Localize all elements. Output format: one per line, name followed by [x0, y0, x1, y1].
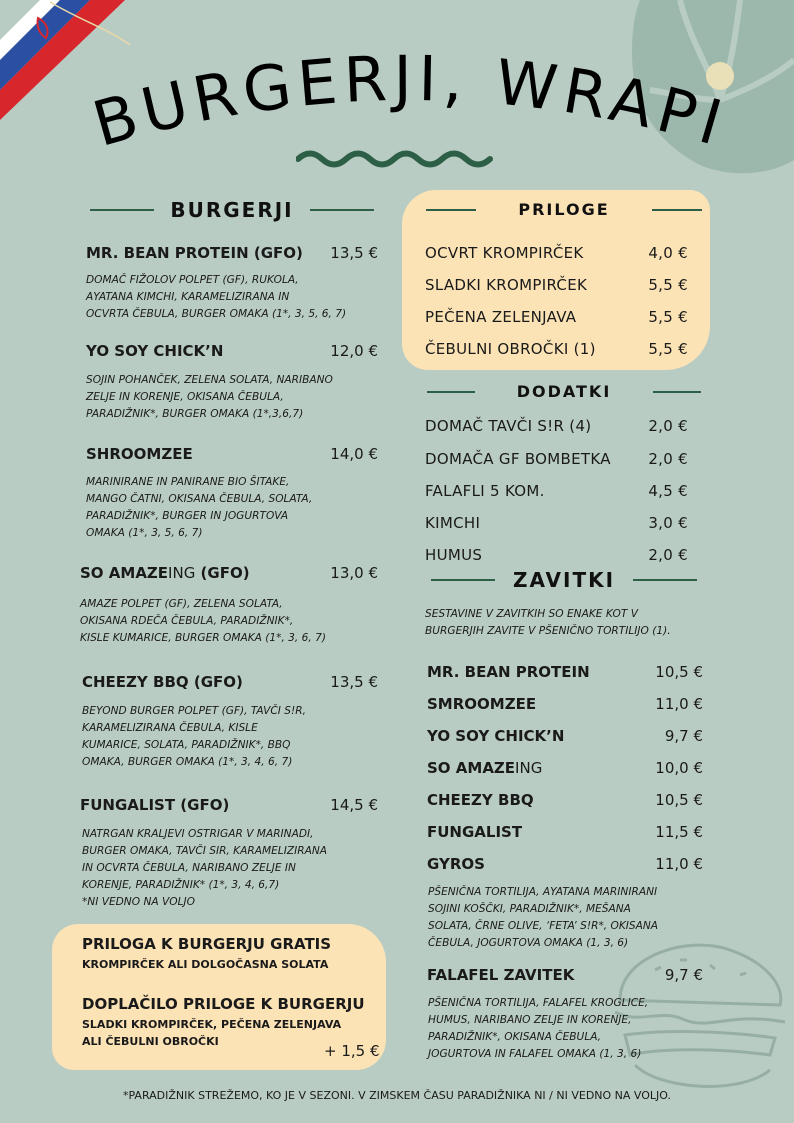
desc-line: AMAZE POLPET (GF), ZELENA SOLATA, — [80, 598, 283, 610]
side-item — [425, 340, 688, 358]
falafel-description — [428, 995, 648, 1063]
item-price: 13,0 € — [330, 564, 378, 582]
item-name: GYROS — [427, 855, 485, 873]
item-description — [86, 372, 333, 423]
desc-line: KUMARICE, SOLATA, PARADIŽNIK*, BBQ — [82, 739, 291, 751]
item-price: 13,5 € — [330, 673, 378, 691]
item-description — [86, 272, 346, 323]
footer-note: *PARADIŽNIK STREŽEMO, KO JE V SEZONI. V ZIMSKEM ČASU PARADIŽNIKA NI / NI VEDNO NA VOLJO. — [123, 1089, 671, 1102]
extras-paid-sub: ALI ČEBULNI OBROČKI — [82, 1035, 219, 1048]
desc-line: NATRGAN KRALJEVI OSTRIGAR V MARINADI, — [82, 828, 314, 840]
desc-line: PŠENIČNA TORTILIJA, FALAFEL KROGLICE, — [428, 997, 649, 1009]
item-name: CHEEZY BBQ — [427, 791, 534, 809]
dodatki-heading-text: DODATKI — [516, 382, 612, 401]
side-name: OCVRT KROMPIRČEK — [425, 244, 584, 262]
priloge-heading — [426, 200, 702, 219]
desc-line: OCVRTA ČEBULA, BURGER OMAKA (1*, 3, 5, 6, 7) — [86, 308, 347, 320]
extras-free-sub: KROMPIRČEK ALI DOLGOČASNA SOLATA — [82, 958, 329, 971]
priloge-heading-text: PRILOGE — [518, 200, 610, 219]
item-price: 10,0 € — [655, 759, 703, 777]
side-price: 5,5 € — [648, 340, 688, 358]
desc-line: MANGO ČATNI, OKISANA ČEBULA, SOLATA, — [86, 493, 313, 505]
desc-line: SOJIN POHANČEK, ZELENA SOLATA, NARIBANO — [86, 374, 333, 386]
desc-line: KISLE KUMARICE, BURGER OMAKA (1*, 3, 6, 7) — [80, 632, 326, 644]
side-name: DOMAČ TAVČI S!R (4) — [425, 417, 592, 435]
item-name: YO SOY CHICK’N — [427, 727, 565, 745]
item-name: SHROOMZEE — [86, 445, 193, 463]
side-name: FALAFLI 5 KOM. — [425, 482, 545, 500]
side-price: 2,0 € — [648, 450, 688, 468]
item-price: 11,0 € — [655, 855, 703, 873]
item-name: FALAFEL ZAVITEK — [427, 966, 575, 984]
desc-line: SOJINI KOŠČKI, PARADIŽNIK*, MEŠANA — [428, 903, 631, 915]
item-description — [80, 596, 326, 647]
side-item — [425, 482, 688, 500]
item-name-bold: SO AMAZE — [80, 564, 169, 582]
item-name-normal: ING — [515, 759, 543, 777]
desc-line: OMAKA (1*, 3, 5, 6, 7) — [86, 527, 203, 539]
side-item — [425, 417, 688, 435]
desc-line: PARADIŽNIK*, BURGER IN JOGURTOVA — [86, 510, 289, 522]
item-price: 9,7 € — [664, 966, 703, 984]
menu-item — [82, 673, 378, 691]
item-description — [82, 703, 306, 771]
item-name: MR. BEAN PROTEIN (GFO) — [86, 244, 303, 262]
burgerji-heading-text: BURGERJI — [170, 198, 294, 222]
item-name — [80, 564, 250, 582]
desc-line: BURGERJIH ZAVITE V PŠENIČNO TORTILIJO (1). — [425, 625, 671, 637]
heading-rule — [431, 579, 495, 581]
side-price: 2,0 € — [648, 417, 688, 435]
wrap-item — [427, 823, 703, 841]
extras-free-title: PRILOGA K BURGERJU GRATIS — [82, 935, 332, 953]
wrap-item — [427, 695, 703, 713]
page-title-text: BURGERJI, WRAPI — [85, 41, 736, 162]
item-price: 9,7 € — [664, 727, 703, 745]
side-item — [425, 276, 688, 294]
side-name: PEČENA ZELENJAVA — [425, 308, 577, 326]
heading-rule — [310, 209, 374, 211]
item-price: 12,0 € — [330, 342, 378, 360]
desc-line: PARADIŽNIK*, BURGER OMAKA (1*,3,6,7) — [86, 408, 304, 420]
desc-line: HUMUS, NARIBANO ZELJE IN KORENJE, — [428, 1014, 632, 1026]
heading-rule — [90, 209, 154, 211]
side-name: KIMCHI — [425, 514, 481, 532]
side-name: SLADKI KROMPIRČEK — [425, 276, 588, 294]
desc-line: BEYOND BURGER POLPET (GF), TAVČI S!R, — [82, 705, 306, 717]
side-price: 2,0 € — [648, 546, 688, 564]
item-name: CHEEZY BBQ (GFO) — [82, 673, 243, 691]
item-name: YO SOY CHICK’N — [86, 342, 224, 360]
heading-rule — [652, 209, 702, 211]
item-price: 11,5 € — [655, 823, 703, 841]
desc-line: SOLATA, ČRNE OLIVE, ‘FETA’ S!R*, OKISANA — [428, 920, 659, 932]
zavitki-heading — [426, 568, 702, 592]
item-name: MR. BEAN PROTEIN — [427, 663, 590, 681]
wrap-item — [427, 663, 703, 681]
wrap-item — [427, 855, 703, 873]
item-description — [86, 474, 312, 542]
desc-line: PŠENIČNA TORTILIJA, AYATANA MARINIRANI — [428, 886, 658, 898]
wavy-divider — [296, 148, 498, 170]
side-price: 5,5 € — [648, 308, 688, 326]
menu-item — [86, 342, 378, 360]
item-price: 14,0 € — [330, 445, 378, 463]
heading-rule — [426, 209, 476, 211]
desc-line: ČEBULA, JOGURTOVA OMAKA (1, 3, 6) — [428, 937, 629, 949]
desc-line: DOMAČ FIŽOLOV POLPET (GF), RUKOLA, — [86, 274, 299, 286]
wrap-item — [427, 759, 703, 777]
extras-paid-title: DOPLAČILO PRILOGE K BURGERJU — [82, 995, 365, 1013]
item-price: 10,5 € — [655, 663, 703, 681]
side-name: HUMUS — [425, 546, 483, 564]
item-price: 13,5 € — [330, 244, 378, 262]
side-item — [425, 514, 688, 532]
desc-line: IN OCVRTA ČEBULA, NARIBANO ZELJE IN — [82, 862, 296, 874]
desc-line: BURGER OMAKA, TAVČI SIR, KARAMELIZIRANA — [82, 845, 327, 857]
desc-line: PARADIŽNIK*, OKISANA ČEBULA, — [428, 1031, 602, 1043]
menu-item — [80, 796, 378, 814]
side-item — [425, 244, 688, 262]
item-price: 10,5 € — [655, 791, 703, 809]
desc-line: OKISANA RDEČA ČEBULA, PARADIŽNIK*, — [80, 615, 294, 627]
desc-line: KORENJE, PARADIŽNIK* (1*, 3, 4, 6,7) — [82, 879, 280, 891]
wrap-item — [427, 966, 703, 984]
desc-line: SESTAVINE V ZAVITKIH SO ENAKE KOT V — [425, 608, 638, 620]
side-price: 5,5 € — [648, 276, 688, 294]
zavitki-heading-text: ZAVITKI — [512, 568, 616, 592]
wrap-item — [427, 791, 703, 809]
item-price: 11,0 € — [655, 695, 703, 713]
side-name: DOMAČA GF BOMBETKA — [425, 450, 611, 468]
side-item — [425, 450, 688, 468]
side-price: 4,5 € — [648, 482, 688, 500]
side-name: ČEBULNI OBROČKI (1) — [425, 340, 596, 358]
item-name — [427, 759, 542, 777]
extras-paid-price: + 1,5 € — [324, 1042, 380, 1060]
menu-item — [86, 244, 378, 262]
burgerji-heading — [86, 198, 378, 222]
desc-line: OMAKA, BURGER OMAKA (1*, 3, 4, 6, 7) — [82, 756, 293, 768]
item-price: 14,5 € — [330, 796, 378, 814]
item-name-suffix: (GFO) — [195, 564, 250, 582]
svg-text:BURGERJI, WRAPI — [85, 42, 735, 161]
zavitki-intro — [425, 606, 671, 640]
side-price: 4,0 € — [648, 244, 688, 262]
desc-line: KARAMELIZIRANA ČEBULA, KISLE — [82, 722, 258, 734]
side-item — [425, 546, 688, 564]
side-item — [425, 308, 688, 326]
side-price: 3,0 € — [648, 514, 688, 532]
item-name: SMROOMZEE — [427, 695, 537, 713]
desc-line: ZELJE IN KORENJE, OKISANA ČEBULA, — [86, 391, 284, 403]
extras-paid-sub: SLADKI KROMPIRČEK, PEČENA ZELENJAVA — [82, 1018, 342, 1031]
heading-rule — [653, 391, 701, 393]
heading-rule — [427, 391, 475, 393]
item-name: FUNGALIST — [427, 823, 523, 841]
menu-item — [80, 564, 378, 582]
desc-line: JOGURTOVA IN FALAFEL OMAKA (1, 3, 6) — [428, 1048, 642, 1060]
item-description — [82, 826, 327, 911]
dodatki-heading — [426, 382, 702, 401]
menu-item — [86, 445, 378, 463]
desc-line: AYATANA KIMCHI, KARAMELIZIRANA IN — [86, 291, 290, 303]
heading-rule — [633, 579, 697, 581]
item-name-normal: ING — [168, 564, 196, 582]
item-name-bold: SO AMAZE — [427, 759, 516, 777]
wrap-item — [427, 727, 703, 745]
desc-line: MARINIRANE IN PANIRANE BIO ŠITAKE, — [86, 476, 290, 488]
item-name: FUNGALIST (GFO) — [80, 796, 230, 814]
desc-line: *NI VEDNO NA VOLJO — [82, 896, 195, 908]
